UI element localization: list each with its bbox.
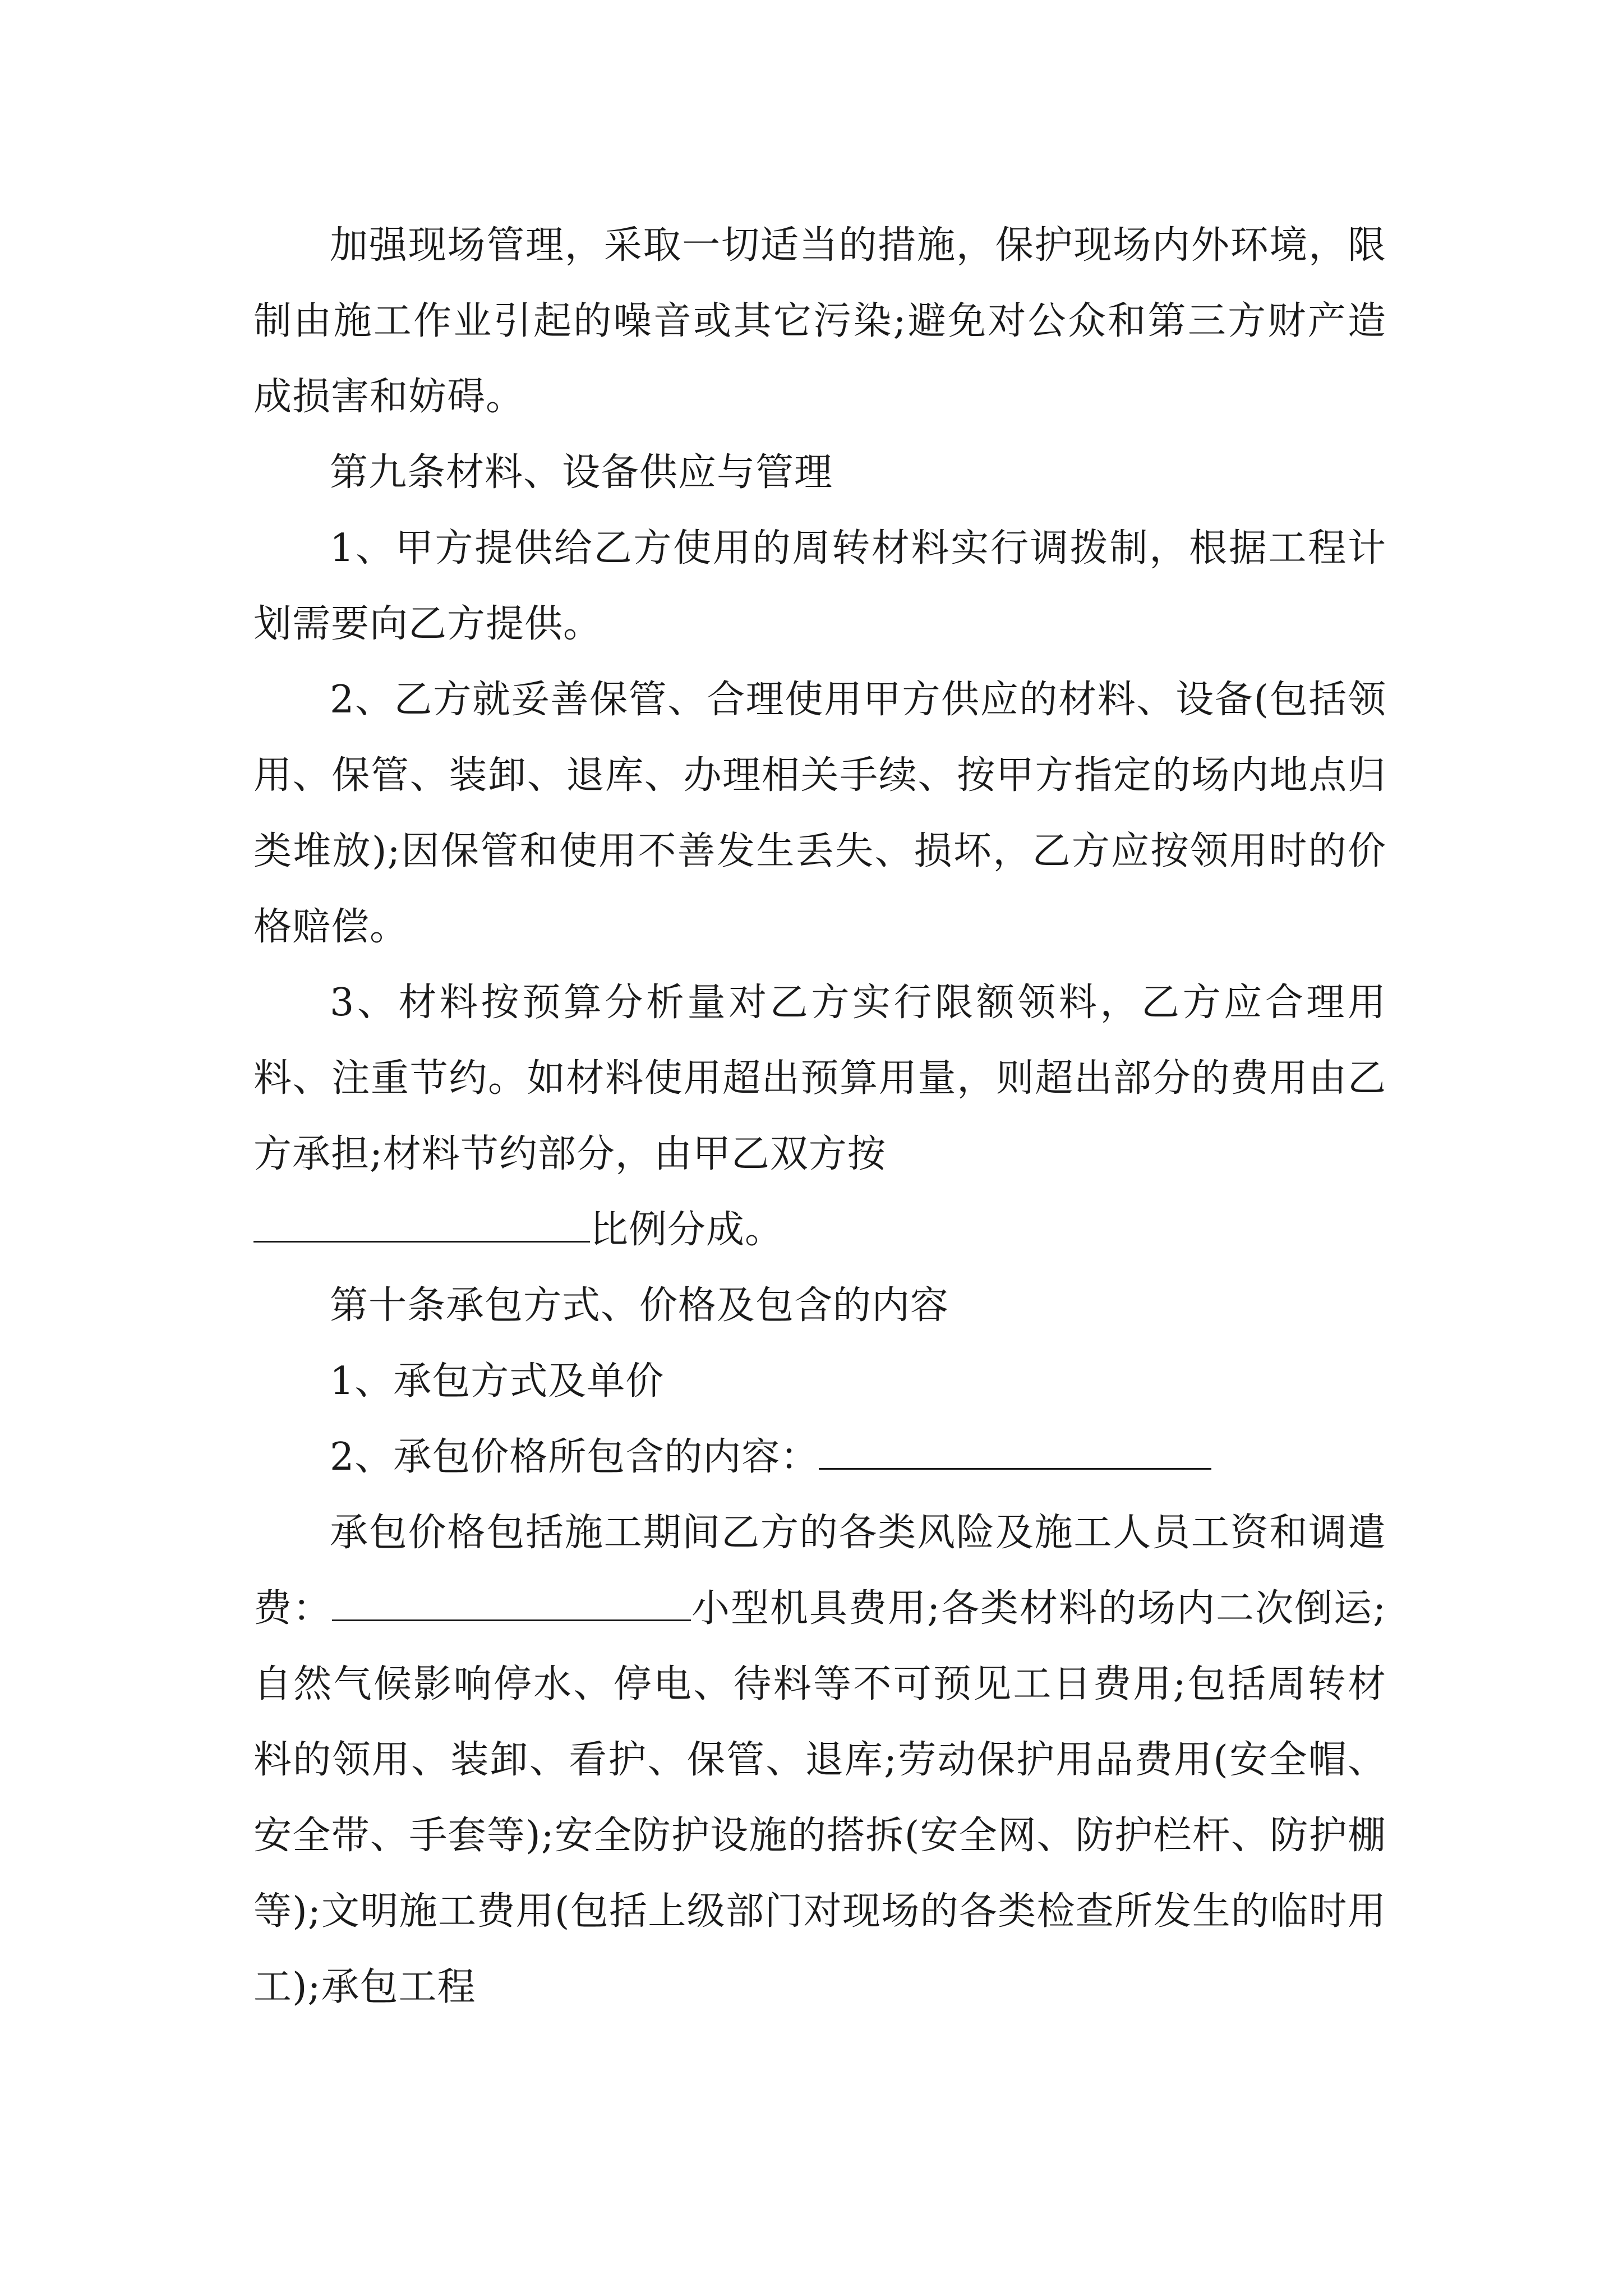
- article-10-body: [253, 1495, 1386, 2025]
- article-9-item-2: 2、乙方就妥善保管、合理使用甲方供应的材料、设备(包括领用、保管、装卸、退库、办理相关手续、按甲方指定的场内地点归类堆放);因保管和使用不善发生丢失、损坏，乙方应按领用时的价格赔偿。: [253, 678, 1386, 949]
- article-10-body-text: 承包价格包括施工期间乙方的各类风险及施工人员工资和调遣费：: [253, 1511, 1386, 1631]
- article-9-item-3-text: 3、材料按预算分析量对乙方实行限额领料，乙方应合理用料、注重节约。如材料使用超出预算用量，则超出部分的费用由乙方承担;材料节约部分，由甲乙双方按: [253, 981, 1386, 1176]
- content-blank: [819, 1434, 1211, 1470]
- article-10-heading: 第十条承包方式、价格及包含的内容: [330, 1283, 949, 1328]
- article-10-item-2-text: 2、承包价格所包含的内容：: [330, 1435, 819, 1479]
- paragraph-site-management: 加强现场管理，采取一切适当的措施，保护现场内外环境，限制由施工作业引起的噪音或其它污染;避免对公众和第三方财产造成损害和妨碍。: [253, 223, 1386, 419]
- article-9-heading: 第九条材料、设备供应与管理: [330, 450, 833, 495]
- article-9-item-1: 1、甲方提供给乙方使用的周转材料实行调拨制，根据工程计划需要向乙方提供。: [253, 526, 1386, 646]
- article-9-item-3: [253, 965, 1386, 1268]
- fee-blank: [332, 1586, 691, 1621]
- document-body: [253, 208, 1386, 2025]
- article-10-body-tail: 小型机具费用;各类材料的场内二次倒运;自然气候影响停水、停电、待料等不可预见工日费用;包括周转材料的领用、装卸、看护、保管、退库;劳动保护用品费用(安全帽、安全带、手套等);安全防护设施的搭拆(安全网、防护栏杆、防护棚等);文明施工费用(包括上级部门对现场的各类检查所发生的临时用工);承包工程: [253, 1586, 1386, 2009]
- article-9-item-3-tail: 比例分成。: [590, 1208, 784, 1252]
- ratio-blank: [253, 1207, 590, 1243]
- article-10-item-1: 1、承包方式及单价: [330, 1359, 665, 1404]
- article-10-item-2: [253, 1419, 1386, 1495]
